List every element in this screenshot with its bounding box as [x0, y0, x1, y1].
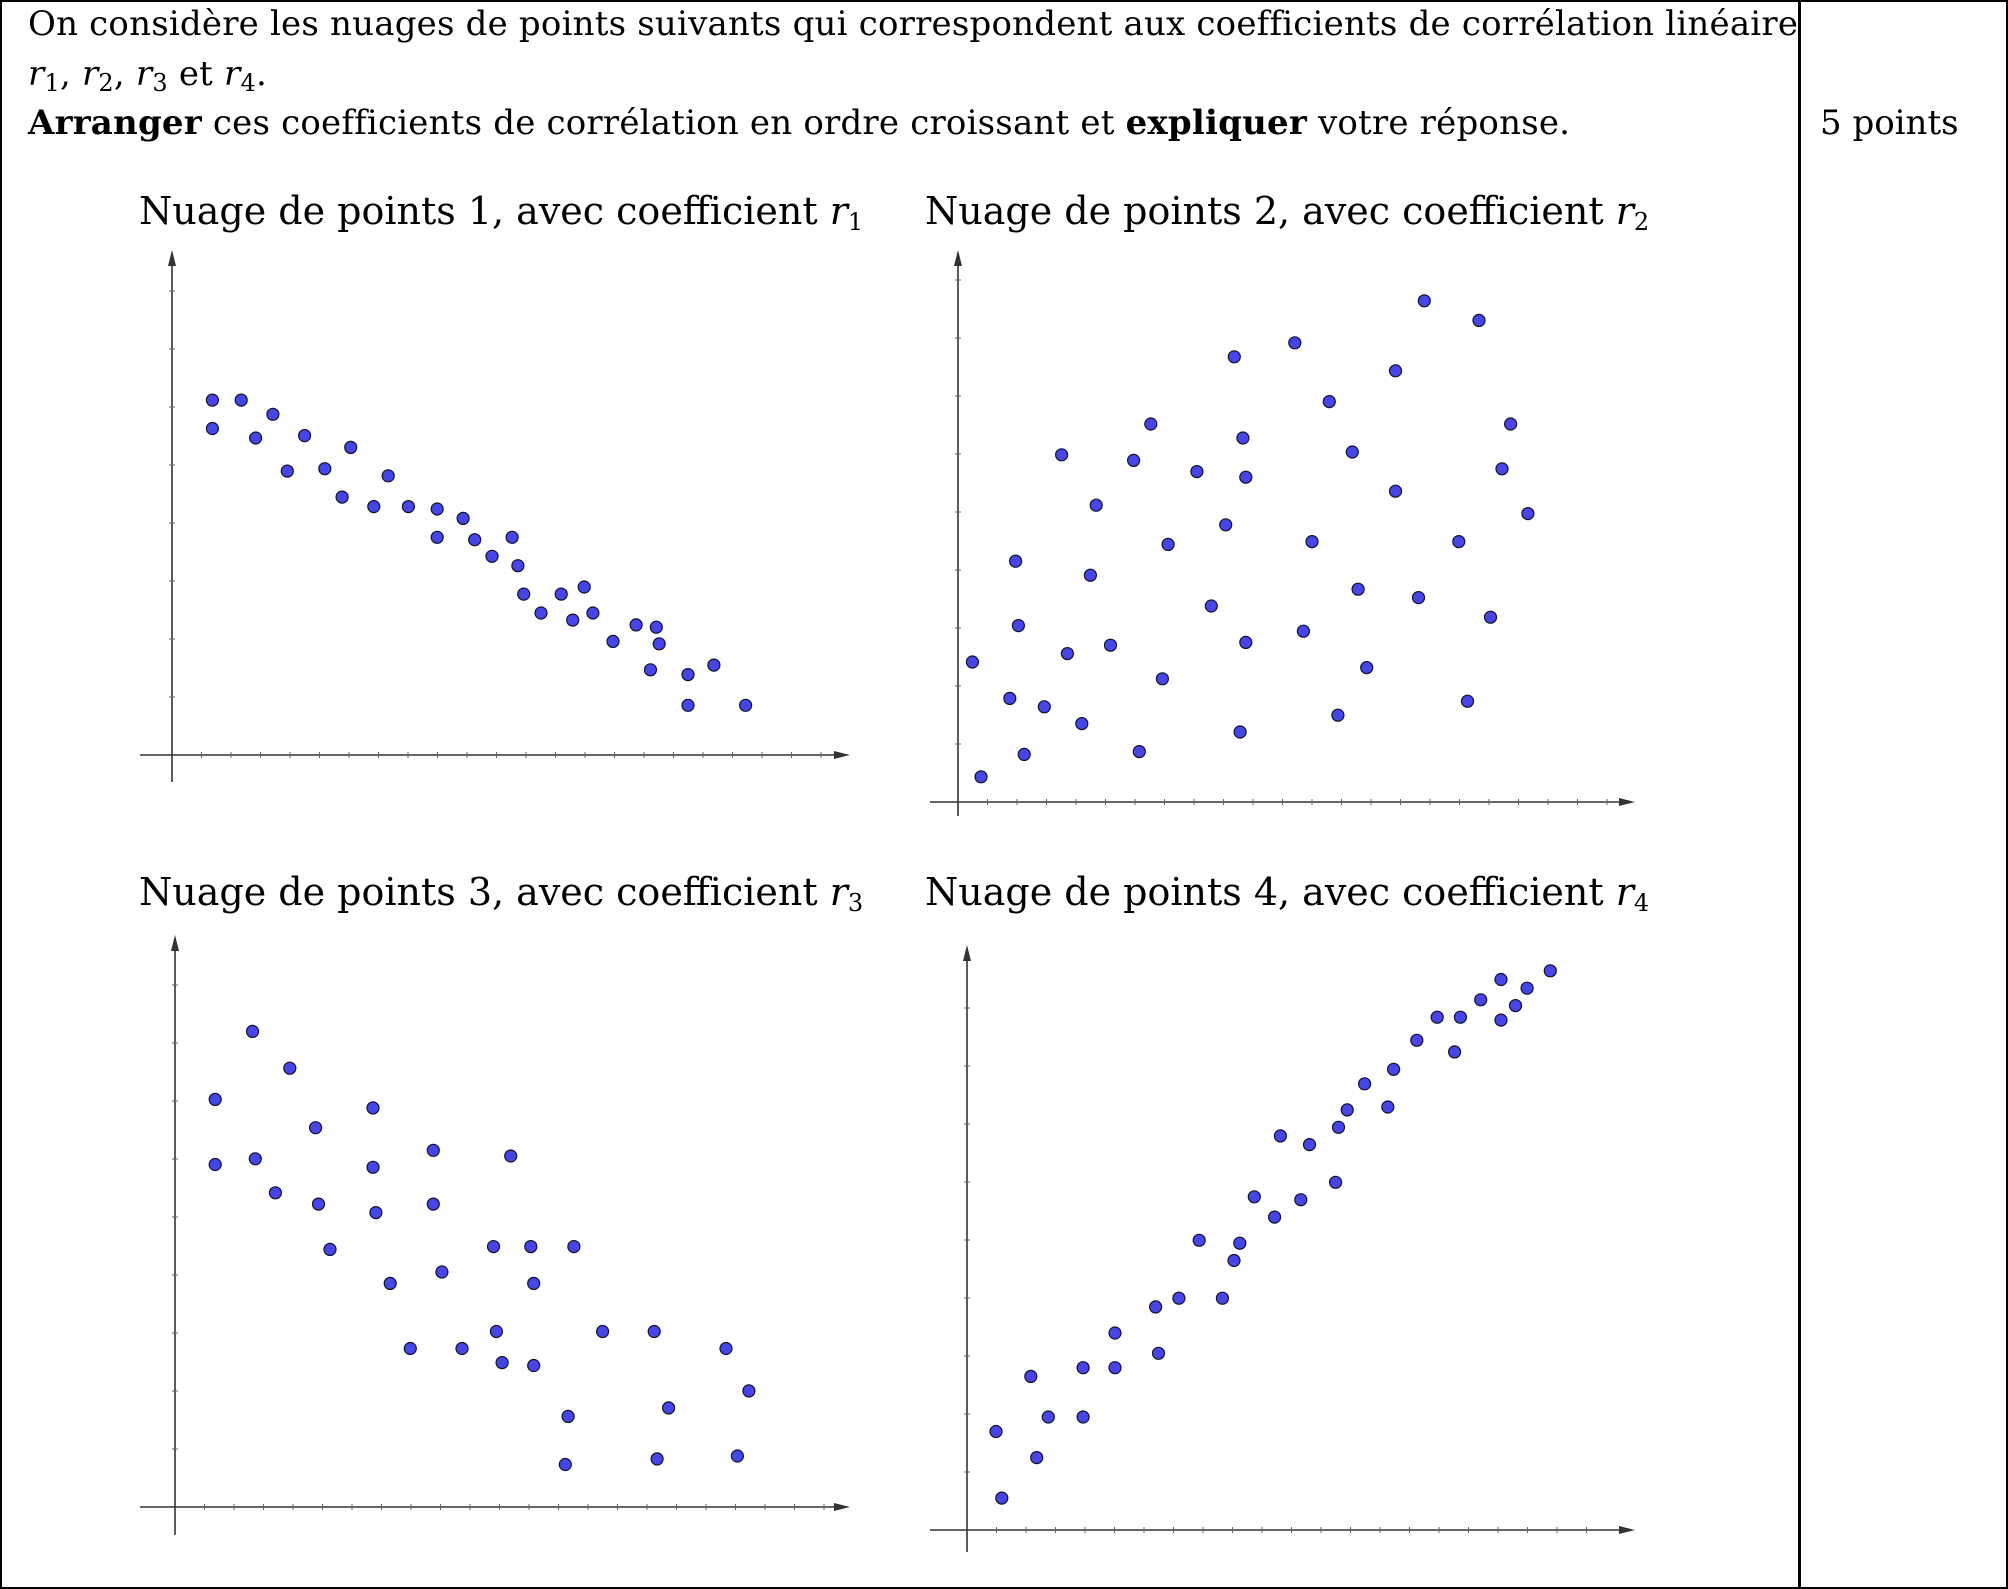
scatter-point — [653, 638, 665, 650]
scatter-point — [1505, 418, 1517, 430]
scatter-point — [1234, 1237, 1246, 1249]
scatter-point — [431, 503, 443, 515]
scatter-point — [1382, 1101, 1394, 1113]
scatter-point — [1042, 1411, 1054, 1423]
instruction-bold-arranger: Arranger — [28, 103, 202, 143]
scatter-point — [1388, 1063, 1400, 1075]
scatter-point — [607, 635, 619, 647]
scatter-point — [281, 465, 293, 477]
y-axis-arrow — [963, 945, 971, 961]
scatter-point — [209, 1093, 221, 1105]
scatter-point — [1274, 1130, 1286, 1142]
scatter-point — [1306, 536, 1318, 548]
scatter-point — [269, 1187, 281, 1199]
scatter-point — [1193, 1234, 1205, 1246]
scatter-point — [1297, 625, 1309, 637]
scatter-point — [651, 1453, 663, 1465]
question-instruction: Arranger ces coefficients de corrélation en ordre croissant et expliquer votre réponse. — [28, 103, 1571, 143]
scatter-plot-2 — [920, 250, 1645, 820]
scatter-point — [1084, 569, 1096, 581]
scatter-point — [1431, 1011, 1443, 1023]
scatter-point — [457, 512, 469, 524]
scatter-point — [249, 1153, 261, 1165]
scatter-point — [1462, 695, 1474, 707]
scatter-point — [313, 1198, 325, 1210]
scatter-point — [1109, 1362, 1121, 1374]
scatter-point — [528, 1360, 540, 1372]
scatter-point — [1076, 718, 1088, 730]
scatter-point — [1449, 1046, 1461, 1058]
x-axis-arrow — [834, 1503, 850, 1511]
scatter-point — [324, 1243, 336, 1255]
scatter-point — [740, 699, 752, 711]
plot-3-caption: Nuage de points 3, avec coefficient $r_3$ — [139, 870, 864, 917]
scatter-point — [402, 501, 414, 513]
scatter-point — [1390, 365, 1402, 377]
scatter-point — [431, 531, 443, 543]
scatter-point — [525, 1241, 537, 1253]
scatter-point — [436, 1266, 448, 1278]
scatter-point — [456, 1343, 468, 1355]
scatter-point — [708, 659, 720, 671]
scatter-point — [682, 669, 694, 681]
scatter-point — [1496, 463, 1508, 475]
scatter-point — [1521, 982, 1533, 994]
scatter-point — [578, 581, 590, 593]
scatter-point — [1475, 994, 1487, 1006]
y-axis-arrow — [168, 250, 176, 266]
scatter-point — [250, 432, 262, 444]
scatter-point — [209, 1159, 221, 1171]
scatter-point — [404, 1343, 416, 1355]
scatter-point — [1162, 538, 1174, 550]
scatter-point — [1390, 485, 1402, 497]
scatter-point — [966, 656, 978, 668]
scatter-point — [1418, 295, 1430, 307]
scatter-point — [1228, 1255, 1240, 1267]
scatter-point — [1105, 639, 1117, 651]
scatter-point — [382, 470, 394, 482]
scatter-point — [1330, 1176, 1342, 1188]
scatter-point — [1346, 446, 1358, 458]
scatter-point — [247, 1025, 259, 1037]
y-axis-arrow — [171, 935, 179, 951]
scatter-point — [1216, 1292, 1228, 1304]
scatter-point — [1295, 1194, 1307, 1206]
scatter-point — [1269, 1211, 1281, 1223]
scatter-point — [1323, 396, 1335, 408]
scatter-point — [1240, 636, 1252, 648]
scatter-point — [488, 1241, 500, 1253]
scatter-point — [1453, 536, 1465, 548]
scatter-point — [597, 1326, 609, 1338]
scatter-point — [535, 607, 547, 619]
scatter-point — [206, 423, 218, 435]
scatter-point — [587, 607, 599, 619]
scatter-point — [1359, 1078, 1371, 1090]
scatter-point — [731, 1450, 743, 1462]
scatter-point — [1038, 701, 1050, 713]
scatter-point — [1510, 1000, 1522, 1012]
scatter-point — [1332, 709, 1344, 721]
scatter-point — [990, 1426, 1002, 1438]
scatter-point — [384, 1277, 396, 1289]
scatter-point — [1237, 432, 1249, 444]
scatter-point — [1333, 1121, 1345, 1133]
scatter-point — [206, 394, 218, 406]
scatter-point — [1205, 600, 1217, 612]
scatter-point — [996, 1492, 1008, 1504]
scatter-point — [336, 491, 348, 503]
scatter-point — [1228, 351, 1240, 363]
scatter-point — [370, 1207, 382, 1219]
scatter-point — [1109, 1327, 1121, 1339]
scatter-point — [1234, 726, 1246, 738]
scatter-point — [1128, 454, 1140, 466]
scatter-point — [319, 463, 331, 475]
scatter-point — [1173, 1292, 1185, 1304]
scatter-point — [345, 441, 357, 453]
scatter-point — [1522, 508, 1534, 520]
plot-2-caption: Nuage de points 2, avec coefficient $r_2$ — [925, 189, 1650, 236]
scatter-point — [568, 1241, 580, 1253]
scatter-point — [1485, 611, 1497, 623]
scatter-point — [1495, 1014, 1507, 1026]
scatter-point — [1150, 1301, 1162, 1313]
scatter-point — [1304, 1139, 1316, 1151]
scatter-point — [367, 1161, 379, 1173]
scatter-point — [1004, 692, 1016, 704]
scatter-point — [496, 1357, 508, 1369]
scatter-point — [1153, 1347, 1165, 1359]
scatter-point — [1156, 673, 1168, 685]
scatter-point — [1133, 746, 1145, 758]
coefficient-list: $r_1$, $r_2$, $r_3$ et $r_4$. — [28, 54, 267, 97]
scatter-point — [490, 1326, 502, 1338]
scatter-point — [1413, 592, 1425, 604]
scatter-point — [1191, 466, 1203, 478]
scatter-point — [1544, 965, 1556, 977]
scatter-point — [299, 430, 311, 442]
scatter-plot-1 — [130, 250, 860, 795]
scatter-point — [469, 534, 481, 546]
scatter-point — [1341, 1104, 1353, 1116]
scatter-point — [1352, 583, 1364, 595]
scatter-point — [1454, 1011, 1466, 1023]
scatter-point — [663, 1402, 675, 1414]
scatter-point — [1220, 519, 1232, 531]
scatter-point — [267, 408, 279, 420]
plot-1-caption: Nuage de points 1, avec coefficient $r_1$ — [139, 189, 864, 236]
scatter-point — [1411, 1034, 1423, 1046]
scatter-point — [650, 621, 662, 633]
scatter-point — [284, 1062, 296, 1074]
scatter-point — [1077, 1362, 1089, 1374]
scatter-plot-4 — [920, 945, 1645, 1565]
scatter-point — [567, 614, 579, 626]
instruction-bold-expliquer: expliquer — [1125, 103, 1307, 143]
plot-4-caption: Nuage de points 4, avec coefficient $r_4$ — [925, 870, 1650, 917]
scatter-point — [559, 1459, 571, 1471]
scatter-plot-3 — [130, 935, 860, 1545]
scatter-point — [743, 1385, 755, 1397]
x-axis-arrow — [1619, 798, 1635, 806]
scatter-point — [506, 531, 518, 543]
scatter-point — [1025, 1370, 1037, 1382]
scatter-point — [512, 560, 524, 572]
scatter-point — [1061, 648, 1073, 660]
scatter-point — [368, 501, 380, 513]
x-axis-arrow — [834, 751, 850, 759]
scatter-point — [310, 1122, 322, 1134]
x-axis-arrow — [1619, 1526, 1635, 1534]
scatter-point — [1077, 1411, 1089, 1423]
column-divider — [1798, 0, 1801, 1589]
question-intro: On considère les nuages de points suivants qui correspondent aux coefficients de corrélation linéaire — [28, 4, 1799, 44]
scatter-point — [1361, 662, 1373, 674]
scatter-point — [1018, 748, 1030, 760]
scatter-point — [1056, 449, 1068, 461]
scatter-point — [1012, 620, 1024, 632]
points-value: 5 points — [1820, 103, 1959, 143]
scatter-point — [518, 588, 530, 600]
scatter-point — [562, 1410, 574, 1422]
scatter-point — [1240, 471, 1252, 483]
scatter-point — [367, 1102, 379, 1114]
scatter-point — [528, 1277, 540, 1289]
scatter-point — [427, 1198, 439, 1210]
scatter-point — [1473, 314, 1485, 326]
scatter-point — [235, 394, 247, 406]
scatter-point — [486, 550, 498, 562]
scatter-point — [975, 771, 987, 783]
scatter-point — [427, 1144, 439, 1156]
y-axis-arrow — [954, 250, 962, 266]
scatter-point — [1031, 1452, 1043, 1464]
scatter-point — [1010, 555, 1022, 567]
scatter-point — [1145, 418, 1157, 430]
scatter-point — [720, 1343, 732, 1355]
scatter-point — [630, 619, 642, 631]
scatter-point — [682, 699, 694, 711]
scatter-point — [1289, 337, 1301, 349]
scatter-point — [1495, 974, 1507, 986]
scatter-point — [555, 588, 567, 600]
scatter-point — [1090, 499, 1102, 511]
scatter-point — [1248, 1191, 1260, 1203]
scatter-point — [505, 1150, 517, 1162]
scatter-point — [645, 664, 657, 676]
scatter-point — [648, 1326, 660, 1338]
